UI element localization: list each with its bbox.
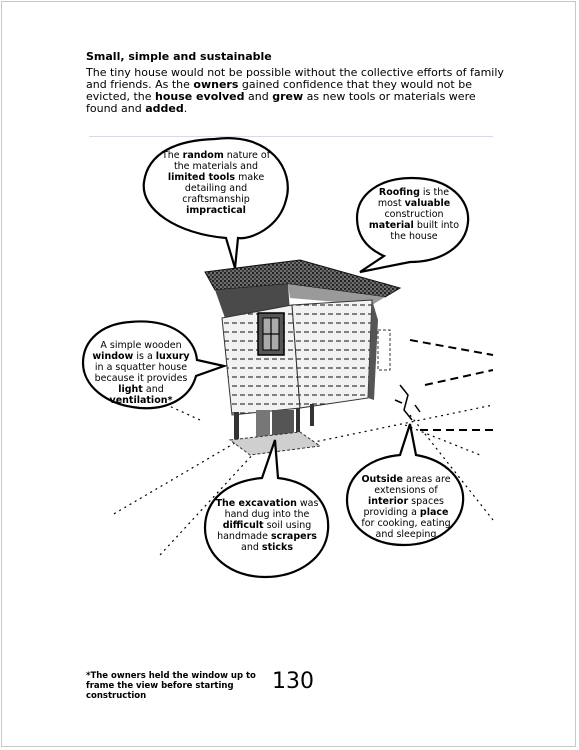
callout-window	[92, 340, 190, 406]
text-segment: sticks	[261, 542, 293, 553]
text-segment: built into the house	[390, 220, 460, 242]
text-segment: as new tools or materials were found and	[86, 90, 476, 115]
callout-random	[157, 150, 275, 216]
text-segment: house evolved	[155, 90, 245, 103]
page-number: 130	[272, 669, 314, 694]
text-segment: material	[368, 220, 414, 231]
callout-outside	[358, 474, 454, 540]
text-segment: gained confidence that they would not be evicted, the	[86, 78, 472, 103]
text-segment: Roofing	[378, 187, 420, 198]
text-segment: A simple wooden	[100, 340, 182, 351]
text-segment: nature of the materials and	[173, 150, 271, 172]
text-segment: is a	[133, 351, 156, 362]
callout-roofing	[368, 187, 460, 242]
text-segment: difficult	[222, 520, 264, 531]
text-segment: in a squatter house because it provides	[94, 362, 188, 384]
text-segment: window	[92, 351, 134, 362]
text-segment: valuable	[404, 198, 451, 209]
text-segment: was hand dug into the	[224, 498, 319, 520]
text-segment: and	[142, 384, 164, 395]
text-segment: and	[241, 542, 262, 553]
text-segment: place	[419, 507, 449, 518]
text-segment: The excavation	[215, 498, 297, 509]
text-segment: and	[244, 90, 273, 103]
text-segment: construction	[384, 209, 444, 220]
window	[258, 313, 284, 355]
text-segment: scrapers	[270, 531, 317, 542]
footnote: *The owners held the window up to frame the view before starting construction	[86, 671, 256, 701]
text-segment: .	[183, 102, 188, 115]
text-segment: is the most	[377, 187, 450, 209]
text-segment: luxury	[155, 351, 190, 362]
text-segment: make detailing and craftsmanship	[182, 172, 265, 205]
section-heading: Small, simple and sustainable	[86, 50, 272, 63]
text-segment: random	[182, 150, 224, 161]
text-segment: interior	[367, 496, 409, 507]
text-segment: areas are extensions of	[374, 474, 451, 496]
text-segment: impractical	[186, 205, 246, 216]
text-segment: Outside	[361, 474, 403, 485]
text-segment: spaces providing a	[363, 496, 444, 518]
text-segment: The tiny house would not be possible without the collective efforts of family and friends. As the	[86, 66, 504, 91]
text-segment: soil using handmade	[217, 520, 312, 542]
text-segment: The	[161, 150, 183, 161]
text-segment: for cooking, eating and sleeping	[361, 518, 451, 540]
text-segment: grew	[272, 90, 304, 103]
text-segment: light	[118, 384, 143, 395]
text-segment: limited tools	[167, 172, 236, 183]
callout-excavation	[214, 498, 320, 553]
side-wall	[292, 300, 372, 408]
text-segment: ventilation*	[109, 395, 173, 406]
text-segment: owners	[193, 78, 239, 91]
text-segment: added	[145, 102, 184, 115]
